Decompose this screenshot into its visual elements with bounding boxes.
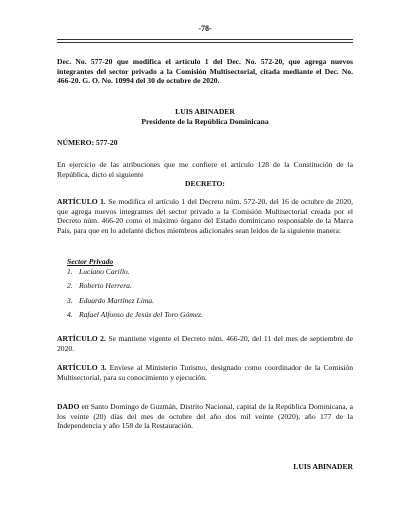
list-item-name: Roberto Herrera.: [79, 281, 132, 291]
article-1-lead: ARTÍCULO 1.: [57, 197, 106, 206]
president-title: Presidente de la República Dominicana: [141, 117, 269, 126]
president-block: [57, 107, 353, 127]
given-clause: [57, 402, 353, 431]
article-1-text: Se modifica el artículo 1 del Decreto núm. 572-20, del 16 de octubre de 2020, que agrega nuevos integrantes del sector privado a la Comisión Multisectorial creada por el Decreto núm. 466-20 como el máximo órgano del Estado dominicano responsable de la Marca País, para que en lo adelante dichos miembros adicionales sean leídos de la siguiente manera:: [57, 197, 353, 235]
intro-text: En ejercicio de las atribuciones que me confiere el artículo 128 de la Constitución de la República, dicto el siguiente: [57, 160, 353, 179]
page-number: -78-: [198, 24, 212, 33]
list-item-name: Rafael Alfonso de Jesús del Toro Gómez.: [79, 310, 203, 320]
signature: LUIS ABINADER: [293, 462, 353, 471]
list-item: [67, 281, 203, 296]
list-item-index: 3.: [67, 295, 73, 305]
list-item-index: 4.: [67, 310, 73, 320]
header-divider-secondary: [57, 42, 353, 43]
decree-heading: DECRETO:: [185, 179, 225, 189]
sector-heading: Sector Privado: [67, 257, 114, 266]
given-lead: DADO: [57, 402, 80, 411]
list-item-name: Luciano Carillo.: [79, 266, 130, 276]
article-3-text: Envíese al Ministerio Turismo, designado como coordinador de la Comisión Multisectorial, para su conocimiento y ejecución.: [57, 363, 353, 382]
sector-list: [67, 257, 203, 325]
article-3: [57, 363, 353, 382]
article-2: [57, 334, 353, 353]
decree-summary: Dec. No. 577-20 que modifica el artículo 1 del Dec. No. 572-20, que agrega nuevos integrantes del sector privado a la Comisión Multisectorial, citada mediante el Dec. No. 466-20. G. O. No. 10994 del 30 de octubre de 2020.: [57, 57, 353, 86]
president-name: LUIS ABINADER: [175, 107, 235, 116]
intro-block: [57, 160, 353, 189]
decree-number: NÚMERO: 577-20: [57, 138, 118, 147]
header-divider: [57, 39, 353, 40]
article-1: [57, 197, 353, 235]
list-item: [67, 310, 203, 325]
list-item-name: Eduardo Martínez Lima.: [79, 295, 155, 305]
list-item: [67, 267, 203, 282]
article-2-text: Se mantiene vigente el Decreto núm. 466-20, del 11 del mes de septiembre de 2020.: [57, 334, 353, 353]
article-3-lead: ARTÍCULO 3.: [57, 363, 107, 372]
list-item-index: 1.: [67, 266, 73, 276]
list-item: [67, 296, 203, 311]
given-text: en Santo Domingo de Guzmán, Distrito Nacional, capital de la República Dominicana, a los veinte (20) días del mes de octubre del año dos mil veinte (2020), año 177 de la Independencia y año 158 de la Restauración.: [57, 402, 353, 431]
list-item-index: 2.: [67, 281, 73, 291]
article-2-lead: ARTÍCULO 2.: [57, 334, 106, 343]
